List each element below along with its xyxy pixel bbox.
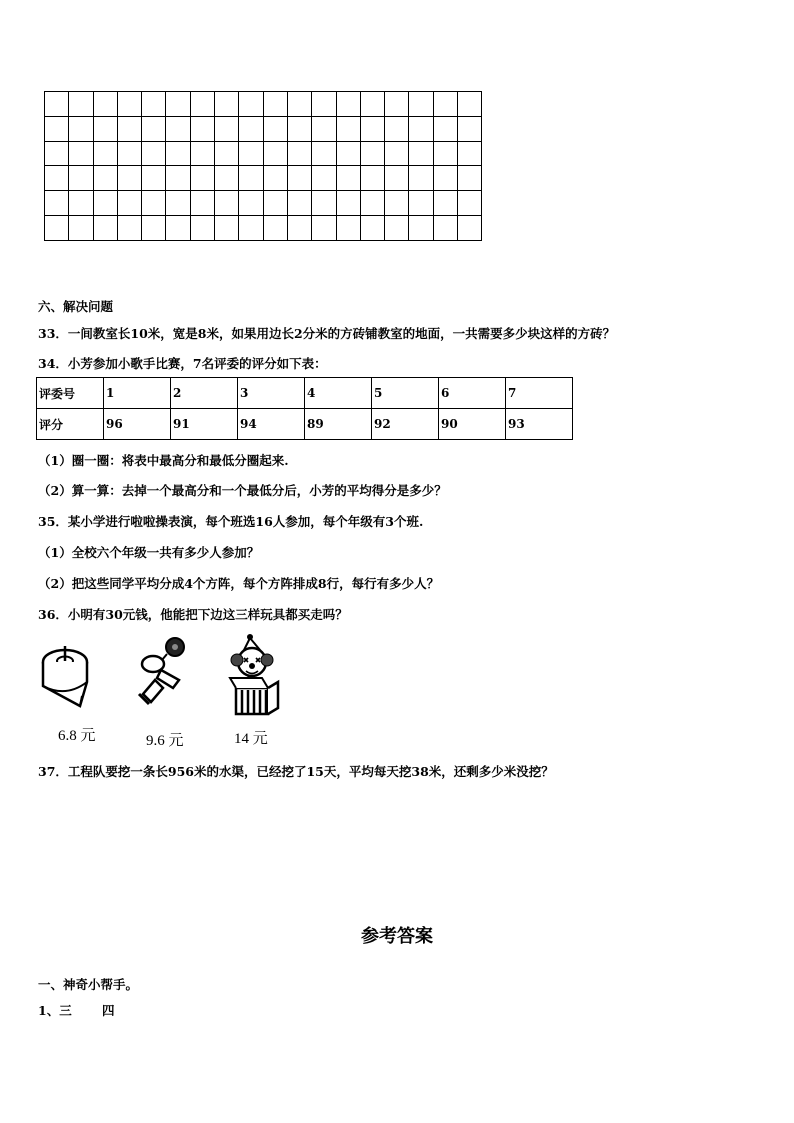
grid-cell — [239, 191, 263, 216]
grid-cell — [385, 141, 409, 166]
grid-cell — [360, 166, 384, 191]
grid-cell — [69, 215, 93, 240]
grid-cell — [215, 141, 239, 166]
grid-cell — [458, 116, 482, 141]
grid-cell — [69, 92, 93, 117]
grid-cell — [45, 215, 69, 240]
question-35-part1: （1）全校六个年级一共有多少人参加？ — [38, 545, 260, 560]
grid-cell — [312, 116, 336, 141]
grid-cell — [385, 191, 409, 216]
grid-cell — [239, 141, 263, 166]
grid-cell — [69, 166, 93, 191]
grid-row — [45, 191, 482, 216]
grid-cell — [215, 92, 239, 117]
grid-cell — [190, 92, 214, 117]
grid-row — [45, 166, 482, 191]
grid-cell — [312, 92, 336, 117]
grid-row — [45, 92, 482, 117]
judge-cell: 2 — [171, 378, 238, 409]
grid-cell — [409, 116, 433, 141]
grid-cell — [166, 215, 190, 240]
grid-cell — [433, 116, 457, 141]
grid-cell — [336, 141, 360, 166]
grid-cell — [385, 116, 409, 141]
grid-cell — [142, 92, 166, 117]
grid-cell — [93, 141, 117, 166]
grid-cell — [166, 92, 190, 117]
spinning-top-icon — [38, 642, 96, 708]
price-telescope: 9.6 元 — [146, 733, 184, 749]
grid-cell — [360, 116, 384, 141]
grid-cell — [433, 166, 457, 191]
score-cell: 90 — [439, 409, 506, 440]
grid-cell — [360, 191, 384, 216]
grid-cell — [45, 166, 69, 191]
grid-cell — [142, 116, 166, 141]
score-table — [36, 377, 573, 440]
grid-cell — [263, 166, 287, 191]
question-35: 35．某小学进行啦啦操表演，每个班选16人参加，每个年级有3个班. — [38, 514, 424, 529]
grid-row — [45, 215, 482, 240]
score-cell: 89 — [305, 409, 372, 440]
grid-cell — [117, 166, 141, 191]
grid-cell — [409, 141, 433, 166]
grid-cell — [215, 191, 239, 216]
judge-cell: 4 — [305, 378, 372, 409]
grid-cell — [458, 215, 482, 240]
grid-cell — [93, 166, 117, 191]
answer-1-second: 四 — [102, 1003, 115, 1018]
grid-cell — [458, 191, 482, 216]
answers-title-text: 参考答案 — [361, 926, 433, 947]
grid-cell — [336, 116, 360, 141]
grid-cell — [190, 166, 214, 191]
grid-cell — [239, 116, 263, 141]
answers-title — [0, 922, 794, 948]
question-33: 33．一间教室长10米，宽是8米，如果用边长2分米的方砖铺教室的地面，一共需要多少块这样的方砖？ — [38, 326, 616, 341]
grid-cell — [312, 166, 336, 191]
grid-cell — [69, 141, 93, 166]
price-jack-in-box: 14 元 — [234, 731, 268, 747]
drawing-grid — [44, 91, 482, 241]
jack-in-the-box-icon — [222, 632, 290, 716]
grid-cell — [69, 116, 93, 141]
grid-cell — [117, 141, 141, 166]
grid-cell — [409, 215, 433, 240]
question-34-part1: （1）圈一圈：将表中最高分和最低分圈起来. — [38, 453, 289, 468]
judge-cell: 7 — [506, 378, 573, 409]
grid-cell — [239, 215, 263, 240]
grid-cell — [190, 116, 214, 141]
grid-cell — [45, 116, 69, 141]
score-cell: 93 — [506, 409, 573, 440]
grid-cell — [142, 166, 166, 191]
grid-cell — [336, 191, 360, 216]
grid-cell — [166, 191, 190, 216]
question-36: 36．小明有30元钱，他能把下边这三样玩具都买走吗？ — [38, 607, 348, 622]
grid-cell — [287, 116, 311, 141]
grid-cell — [45, 92, 69, 117]
grid-cell — [190, 215, 214, 240]
grid-cell — [433, 191, 457, 216]
grid-row — [45, 116, 482, 141]
judge-cell: 5 — [372, 378, 439, 409]
grid-cell — [142, 141, 166, 166]
grid-cell — [69, 191, 93, 216]
question-34-part2: （2）算一算：去掉一个最高分和一个最低分后，小芳的平均得分是多少？ — [38, 483, 447, 498]
grid-cell — [263, 92, 287, 117]
grid-cell — [433, 92, 457, 117]
score-cell: 92 — [372, 409, 439, 440]
grid-cell — [360, 215, 384, 240]
grid-cell — [360, 92, 384, 117]
grid-row — [45, 141, 482, 166]
table-row — [37, 409, 573, 440]
question-37: 37．工程队要挖一条长956米的水渠，已经挖了15天，平均每天挖38米，还剩多少米没挖？ — [38, 764, 554, 779]
grid-cell — [312, 215, 336, 240]
grid-cell — [409, 191, 433, 216]
judge-cell: 6 — [439, 378, 506, 409]
grid-cell — [287, 215, 311, 240]
answer-1: 1、三 — [38, 1003, 72, 1018]
grid-cell — [385, 166, 409, 191]
grid-cell — [385, 215, 409, 240]
grid-cell — [287, 191, 311, 216]
score-label: 评分 — [37, 409, 104, 440]
grid-cell — [117, 116, 141, 141]
price-top: 6.8 元 — [58, 728, 96, 744]
grid-cell — [409, 92, 433, 117]
grid-cell — [287, 166, 311, 191]
grid-cell — [93, 92, 117, 117]
grid-cell — [458, 92, 482, 117]
grid-cell — [263, 141, 287, 166]
table-row — [37, 378, 573, 409]
grid-cell — [360, 141, 384, 166]
judge-cell: 3 — [238, 378, 305, 409]
section-heading: 六、解决问题 — [38, 299, 114, 314]
grid-cell — [336, 166, 360, 191]
grid-cell — [215, 116, 239, 141]
score-cell: 94 — [238, 409, 305, 440]
grid-cell — [312, 191, 336, 216]
grid-cell — [336, 92, 360, 117]
grid-cell — [433, 141, 457, 166]
grid-cell — [263, 116, 287, 141]
grid-cell — [142, 215, 166, 240]
grid-cell — [93, 191, 117, 216]
grid-cell — [45, 191, 69, 216]
grid-cell — [312, 141, 336, 166]
grid-cell — [458, 166, 482, 191]
grid-cell — [287, 92, 311, 117]
grid-cell — [239, 166, 263, 191]
question-34: 34．小芳参加小歌手比赛，7名评委的评分如下表： — [38, 356, 327, 371]
grid-cell — [433, 215, 457, 240]
grid-cell — [93, 116, 117, 141]
grid-cell — [117, 215, 141, 240]
grid-cell — [409, 166, 433, 191]
grid-cell — [385, 92, 409, 117]
grid-cell — [166, 166, 190, 191]
grid-cell — [239, 92, 263, 117]
score-cell: 96 — [104, 409, 171, 440]
grid-cell — [166, 116, 190, 141]
grid-cell — [190, 141, 214, 166]
judge-cell: 1 — [104, 378, 171, 409]
grid-cell — [142, 191, 166, 216]
grid-cell — [263, 191, 287, 216]
grid-cell — [166, 141, 190, 166]
toy-telescope-icon — [133, 636, 191, 708]
grid-cell — [117, 92, 141, 117]
grid-cell — [336, 215, 360, 240]
grid-cell — [215, 215, 239, 240]
answers-section-heading: 一、神奇小帮手。 — [38, 977, 139, 992]
header-label: 评委号 — [37, 378, 104, 409]
grid-cell — [45, 141, 69, 166]
grid-cell — [117, 191, 141, 216]
grid-cell — [263, 215, 287, 240]
grid-cell — [458, 141, 482, 166]
grid-cell — [190, 191, 214, 216]
grid-cell — [93, 215, 117, 240]
grid-cell — [215, 166, 239, 191]
score-cell: 91 — [171, 409, 238, 440]
grid-cell — [287, 141, 311, 166]
question-35-part2: （2）把这些同学平均分成4个方阵，每个方阵排成8行，每行有多少人？ — [38, 576, 440, 591]
